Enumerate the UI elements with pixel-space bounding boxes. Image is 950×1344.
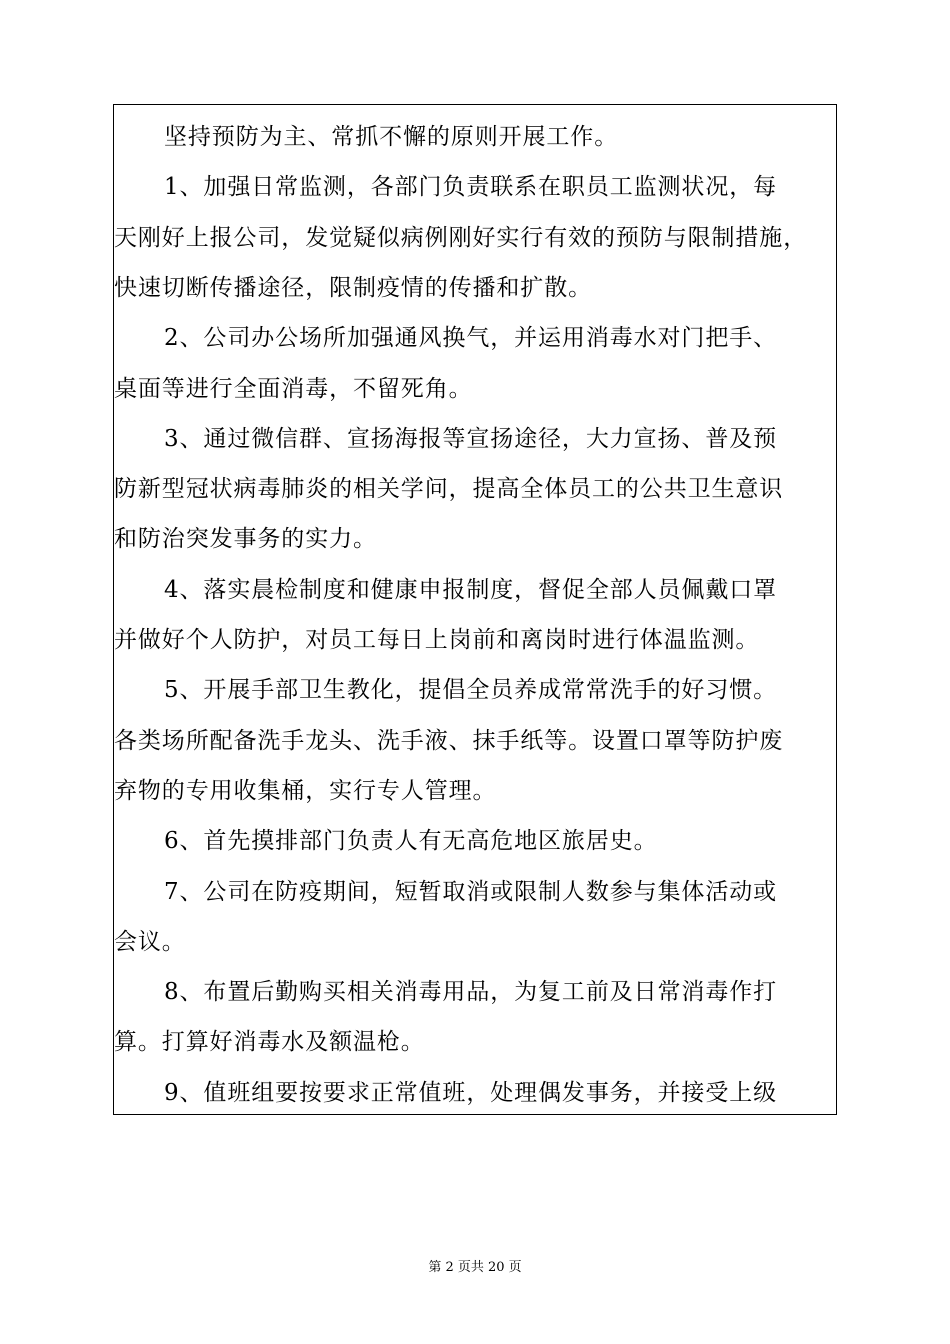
text-line: 天刚好上报公司，发觉疑似病例刚好实行有效的预防与限制措施， — [114, 224, 808, 251]
text-line: 3、通过微信群、宣扬海报等宣扬途径，大力宣扬、普及预 — [164, 425, 778, 452]
text-line: 弃物的专用收集桶，实行专人管理。 — [114, 777, 497, 804]
text-line: 坚持预防为主、常抓不懈的原则开展工作。 — [164, 124, 619, 150]
text-line: 9、值班组要按要求正常值班，处理偶发事务，并接受上级 — [164, 1079, 778, 1106]
text-line: 并做好个人防护，对员工每日上岗前和离岗时进行体温监测。 — [114, 627, 760, 653]
text-line: 7、公司在防疫期间，短暂取消或限制人数参与集体活动或 — [164, 878, 778, 905]
text-line: 防新型冠状病毒肺炎的相关学问，提高全体员工的公共卫生意识 — [114, 476, 784, 503]
text-line: 算。打算好消毒水及额温枪。 — [114, 1029, 425, 1056]
text-line: 会议。 — [114, 928, 186, 955]
page-footer: 第 2 页共 20 页 — [428, 1260, 522, 1275]
text-line: 和防治突发事务的实力。 — [114, 526, 377, 553]
document-frame — [113, 104, 837, 1115]
text-line: 8、布置后勤购买相关消毒用品，为复工前及日常消毒作打 — [164, 979, 778, 1006]
text-line: 桌面等进行全面消毒，不留死角。 — [114, 375, 473, 402]
text-line: 4、落实晨检制度和健康申报制度，督促全部人员佩戴口罩 — [164, 576, 778, 603]
text-line: 1、加强日常监测，各部门负责联系在职员工监测状况，每 — [164, 174, 778, 201]
text-line: 5、开展手部卫生教化，提倡全员养成常常洗手的好习惯。 — [164, 677, 778, 704]
text-line: 2、公司办公场所加强通风换气，并运用消毒水对门把手、 — [164, 325, 778, 352]
text-line: 快速切断传播途径，限制疫情的传播和扩散。 — [114, 274, 592, 301]
text-line: 6、首先摸排部门负责人有无高危地区旅居史。 — [164, 828, 658, 855]
text-line: 各类场所配备洗手龙头、洗手液、抹手纸等。设置口罩等防护废 — [114, 727, 784, 754]
